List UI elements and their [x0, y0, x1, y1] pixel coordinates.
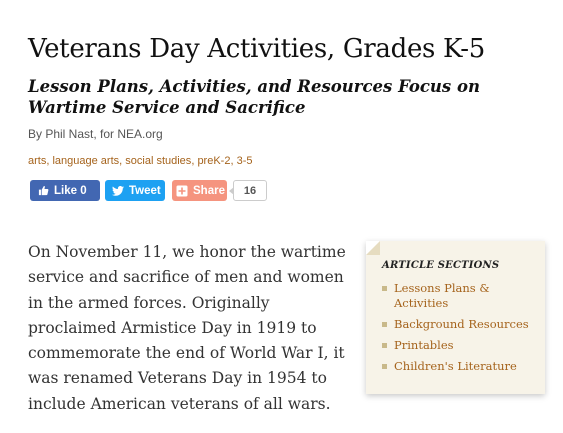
- section-link-lesson-plans[interactable]: Lessons Plans & Activities: [382, 281, 542, 311]
- share-label: Share: [193, 184, 225, 197]
- like-count-label: Like 0: [54, 184, 87, 197]
- tweet-label: Tweet: [129, 184, 161, 197]
- thumbs-up-icon: [38, 185, 49, 196]
- tag-separator: ,: [191, 155, 198, 167]
- section-link-background-resources[interactable]: Background Resources: [382, 317, 542, 332]
- share-count-badge: 16: [233, 180, 267, 201]
- section-link-childrens-literature[interactable]: Children's Literature: [382, 359, 542, 374]
- tweet-button[interactable]: [105, 180, 165, 201]
- tag-link[interactable]: social studies: [125, 155, 192, 167]
- tag-list: [28, 155, 253, 167]
- share-button[interactable]: [172, 180, 227, 201]
- tag-separator: ,: [46, 155, 53, 167]
- section-link-printables[interactable]: Printables: [382, 338, 542, 353]
- article-sections-box: [366, 241, 545, 394]
- folded-corner: [366, 241, 380, 255]
- facebook-like-button[interactable]: [30, 180, 100, 201]
- bird-icon: [112, 186, 124, 196]
- article-sections-title: ARTICLE SECTIONS: [382, 260, 500, 271]
- page-subtitle: Lesson Plans, Activities, and Resources Focus on Wartime Service and Sacrifice: [28, 77, 480, 117]
- tag-separator: ,: [230, 155, 237, 167]
- page-title: Veterans Day Activities, Grades K-5: [28, 34, 486, 64]
- article-intro: On November 11, we honor the wartime service and sacrifice of men and women in the armed forces. Originally proclaimed Armistice Day in 1919 to commemorate the end of World War I, it was renamed Veterans Day in 1954 to include American veterans of all wars.: [28, 243, 346, 413]
- tag-link[interactable]: arts: [28, 155, 47, 167]
- tag-separator: ,: [119, 155, 126, 167]
- tag-link[interactable]: preK-2: [197, 155, 231, 167]
- byline: By Phil Nast, for NEA.org: [28, 127, 163, 141]
- tag-link[interactable]: 3-5: [236, 155, 253, 167]
- tag-link[interactable]: language arts: [52, 155, 120, 167]
- article-sections-list: [382, 281, 542, 380]
- plus-icon: [176, 185, 188, 197]
